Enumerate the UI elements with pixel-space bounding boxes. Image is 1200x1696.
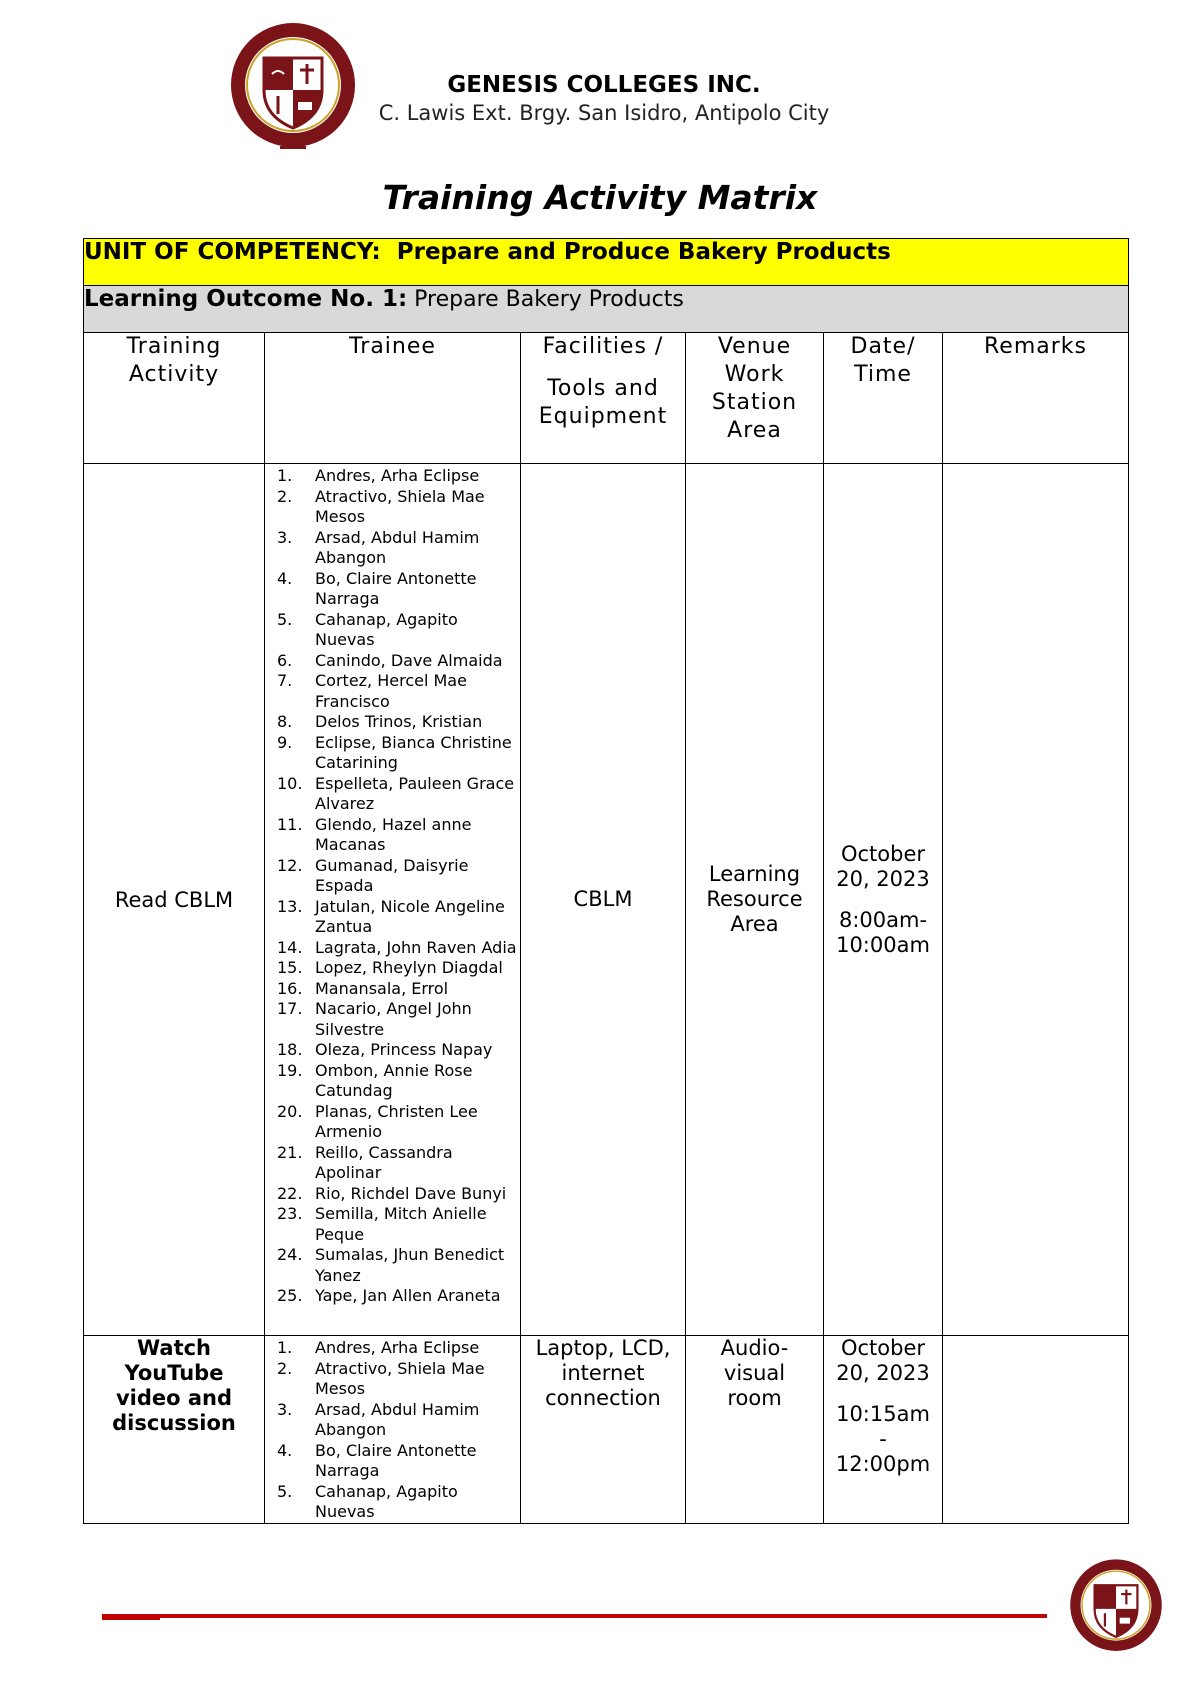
list-item xyxy=(277,1184,520,1205)
list-item xyxy=(277,610,520,651)
learning-outcome-value: Prepare Bakery Products xyxy=(414,287,684,312)
list-item xyxy=(277,1204,520,1245)
trainee-name: Arsad, Abdul Hamim Abangon xyxy=(315,1399,480,1439)
list-item xyxy=(277,651,520,672)
trainee-name: Reillo, Cassandra Apolinar xyxy=(315,1142,453,1182)
trainee-name: Rio, Richdel Dave Bunyi xyxy=(315,1183,507,1203)
trainee-list xyxy=(265,1338,520,1523)
trainee-name: Jatulan, Nicole Angeline Zantua xyxy=(315,896,505,936)
trainee-name: Andres, Arha Eclipse xyxy=(315,1338,480,1357)
column-header-row xyxy=(84,333,1129,464)
trainee-name: Canindo, Dave Almaida xyxy=(315,650,503,670)
list-item xyxy=(277,1482,520,1523)
trainee-name: Glendo, Hazel anne Macanas xyxy=(315,814,472,854)
list-item-number: 1. xyxy=(277,1338,293,1357)
trainee-name: Espelleta, Pauleen Grace Alvarez xyxy=(315,773,515,813)
table-row xyxy=(84,1336,1129,1524)
list-item-number: 2. xyxy=(277,1358,293,1378)
list-item xyxy=(277,1102,520,1143)
list-item xyxy=(277,671,520,712)
facilities-cell: Laptop, LCD, internet connection xyxy=(521,1336,686,1524)
col-header-trainee: Trainee xyxy=(265,333,521,464)
list-item xyxy=(277,979,520,1000)
list-item xyxy=(277,487,520,528)
list-item-number: 6. xyxy=(277,650,293,670)
list-item xyxy=(277,958,520,979)
unit-label: UNIT OF COMPETENCY: xyxy=(84,239,381,265)
list-item-number: 2. xyxy=(277,486,293,506)
activity-cell: Watch YouTube video and discussion xyxy=(84,1336,265,1524)
col-header-venue: Venue Work Station Area xyxy=(686,333,824,464)
list-item xyxy=(277,999,520,1040)
list-item-number: 24. xyxy=(277,1245,303,1264)
trainee-name: Lopez, Rheylyn Diagdal xyxy=(315,958,503,977)
list-item xyxy=(277,712,520,733)
col-header-facilities: Facilities / Tools and Equipment xyxy=(521,333,686,464)
list-item-number: 23. xyxy=(277,1204,303,1223)
trainee-name: Delos Trinos, Kristian xyxy=(315,712,483,731)
list-item-number: 16. xyxy=(277,978,303,998)
trainee-name: Arsad, Abdul Hamim Abangon xyxy=(315,527,480,567)
trainee-name: Bo, Claire Antonette Narraga xyxy=(315,1440,477,1480)
list-item-number: 22. xyxy=(277,1183,303,1203)
venue-cell: Learning Resource Area xyxy=(686,464,824,1336)
list-item-number: 1. xyxy=(277,466,293,485)
list-item-number: 18. xyxy=(277,1040,303,1059)
list-item xyxy=(277,897,520,938)
trainee-name: Atractivo, Shiela Mae Mesos xyxy=(315,486,485,526)
unit-of-competency-row xyxy=(84,239,1129,286)
list-item-number: 12. xyxy=(277,855,303,875)
list-item-number: 14. xyxy=(277,937,303,957)
trainee-list xyxy=(265,466,520,1307)
date-time-cell: October 20, 2023 8:00am-10:00am xyxy=(824,464,943,1336)
list-item-number: 25. xyxy=(277,1286,303,1305)
list-item xyxy=(277,815,520,856)
footer-divider-accent xyxy=(102,1617,160,1620)
list-item-number: 5. xyxy=(277,1481,293,1501)
list-item xyxy=(277,466,520,487)
facilities-cell: CBLM xyxy=(521,464,686,1336)
list-item-number: 7. xyxy=(277,671,293,690)
trainee-name: Eclipse, Bianca Christine Catarining xyxy=(315,732,512,772)
list-item xyxy=(277,1338,520,1359)
document-header xyxy=(0,0,1200,170)
list-item xyxy=(277,1061,520,1102)
school-seal-icon xyxy=(228,20,358,155)
school-name: GENESIS COLLEGES INC. xyxy=(447,72,761,98)
list-item xyxy=(277,1040,520,1061)
trainee-name: Nacario, Angel John Silvestre xyxy=(315,999,472,1039)
list-item xyxy=(277,528,520,569)
remarks-cell xyxy=(943,1336,1129,1524)
list-item-number: 20. xyxy=(277,1101,303,1121)
trainee-name: Gumanad, Daisyrie Espada xyxy=(315,855,469,895)
trainee-name: Sumalas, Jhun Benedict Yanez xyxy=(315,1245,505,1285)
venue-cell: Audio-visual room xyxy=(686,1336,824,1524)
list-item-number: 11. xyxy=(277,814,303,834)
list-item-number: 21. xyxy=(277,1142,303,1162)
list-item-number: 17. xyxy=(277,999,303,1018)
trainee-name: Atractivo, Shiela Mae Mesos xyxy=(315,1358,485,1398)
table-row xyxy=(84,464,1129,1336)
list-item xyxy=(277,938,520,959)
col-header-remarks: Remarks xyxy=(943,333,1129,464)
list-item xyxy=(277,569,520,610)
trainee-name: Cortez, Hercel Mae Francisco xyxy=(315,671,467,711)
list-item-number: 5. xyxy=(277,609,293,629)
trainee-name: Semilla, Mitch Anielle Peque xyxy=(315,1204,487,1244)
col-header-date: Date/ Time xyxy=(824,333,943,464)
list-item xyxy=(277,1143,520,1184)
list-item xyxy=(277,774,520,815)
list-item xyxy=(277,1286,520,1307)
trainee-name: Oleza, Princess Napay xyxy=(315,1040,493,1059)
list-item-number: 8. xyxy=(277,712,293,731)
trainee-name: Andres, Arha Eclipse xyxy=(315,466,480,485)
school-address: C. Lawis Ext. Brgy. San Isidro, Antipolo City xyxy=(378,101,830,125)
trainee-name: Cahanap, Agapito Nuevas xyxy=(315,1481,458,1521)
trainee-name: Planas, Christen Lee Armenio xyxy=(315,1101,478,1141)
trainee-name: Yape, Jan Allen Araneta xyxy=(315,1286,501,1305)
trainee-name: Manansala, Errol xyxy=(315,978,449,998)
list-item-number: 15. xyxy=(277,958,303,977)
unit-value: Prepare and Produce Bakery Products xyxy=(396,239,891,265)
list-item-number: 9. xyxy=(277,732,293,752)
remarks-cell xyxy=(943,464,1129,1336)
learning-outcome-row xyxy=(84,286,1129,333)
activity-cell: Read CBLM xyxy=(84,464,265,1336)
list-item xyxy=(277,733,520,774)
list-item xyxy=(277,1400,520,1441)
school-seal-icon xyxy=(1068,1556,1164,1658)
list-item xyxy=(277,1359,520,1400)
learning-outcome-label: Learning Outcome No. 1: xyxy=(84,286,408,312)
list-item xyxy=(277,1245,520,1286)
trainee-cell xyxy=(265,464,521,1336)
list-item-number: 4. xyxy=(277,568,293,588)
col-header-activity: Training Activity xyxy=(84,333,265,464)
date-time-cell: October 20, 2023 10:15am - 12:00pm xyxy=(824,1336,943,1524)
list-item xyxy=(277,1441,520,1482)
list-item-number: 19. xyxy=(277,1060,303,1080)
list-item-number: 10. xyxy=(277,773,303,793)
page-title: Training Activity Matrix xyxy=(382,178,818,217)
trainee-name: Cahanap, Agapito Nuevas xyxy=(315,609,458,649)
footer-divider xyxy=(102,1614,1047,1618)
training-activity-table xyxy=(83,238,1129,1524)
trainee-name: Bo, Claire Antonette Narraga xyxy=(315,568,477,608)
trainee-name: Ombon, Annie Rose Catundag xyxy=(315,1060,473,1100)
list-item xyxy=(277,856,520,897)
list-item-number: 3. xyxy=(277,1399,293,1419)
list-item-number: 3. xyxy=(277,527,293,547)
trainee-cell xyxy=(265,1336,521,1524)
trainee-name: Lagrata, John Raven Adia xyxy=(315,937,517,957)
list-item-number: 13. xyxy=(277,896,303,916)
list-item-number: 4. xyxy=(277,1440,293,1460)
